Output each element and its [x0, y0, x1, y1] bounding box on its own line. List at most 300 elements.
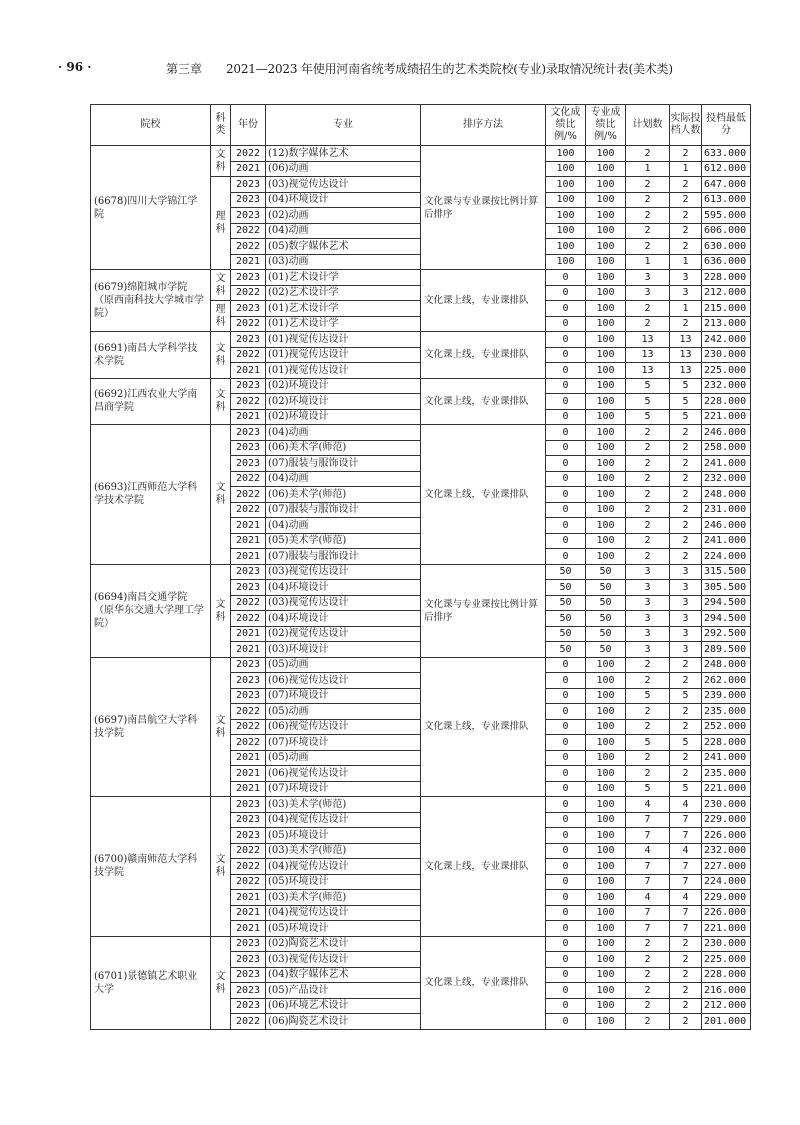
- culture-ratio-cell: 0: [546, 936, 586, 952]
- prof-ratio-cell: 100: [586, 409, 626, 425]
- major-cell: (07)环境设计: [266, 735, 421, 751]
- prof-ratio-cell: 100: [586, 704, 626, 720]
- min-score-cell: 647.000: [702, 177, 751, 193]
- year-cell: 2022: [231, 223, 266, 239]
- prof-ratio-cell: 100: [586, 843, 626, 859]
- admitted-count-cell: 2: [670, 936, 702, 952]
- admitted-count-cell: 1: [670, 161, 702, 177]
- admitted-count-cell: 3: [670, 564, 702, 580]
- culture-ratio-cell: 0: [546, 425, 586, 441]
- culture-ratio-cell: 100: [546, 239, 586, 255]
- header-school: 院校: [91, 105, 211, 146]
- culture-ratio-cell: 50: [546, 642, 586, 658]
- culture-ratio-cell: 0: [546, 673, 586, 689]
- plan-count-cell: 2: [626, 936, 670, 952]
- admitted-count-cell: 2: [670, 549, 702, 565]
- major-cell: (02)动画: [266, 208, 421, 224]
- min-score-cell: 224.000: [702, 549, 751, 565]
- plan-count-cell: 2: [626, 704, 670, 720]
- major-cell: (06)美术学(师范): [266, 487, 421, 503]
- prof-ratio-cell: 100: [586, 378, 626, 394]
- min-score-cell: 241.000: [702, 750, 751, 766]
- year-cell: 2023: [231, 177, 266, 193]
- admitted-count-cell: 7: [670, 828, 702, 844]
- year-cell: 2021: [231, 363, 266, 379]
- min-score-cell: 315.500: [702, 564, 751, 580]
- min-score-cell: 228.000: [702, 967, 751, 983]
- plan-count-cell: 2: [626, 425, 670, 441]
- admitted-count-cell: 4: [670, 797, 702, 813]
- year-cell: 2023: [231, 936, 266, 952]
- year-cell: 2022: [231, 394, 266, 410]
- year-cell: 2023: [231, 378, 266, 394]
- ranking-method: 文化课上线，专业课排队: [421, 797, 546, 937]
- plan-count-cell: 4: [626, 843, 670, 859]
- plan-count-cell: 3: [626, 611, 670, 627]
- ranking-method: 文化课上线，专业课排队: [421, 425, 546, 565]
- plan-count-cell: 7: [626, 905, 670, 921]
- major-cell: (04)环境设计: [266, 611, 421, 627]
- major-cell: (07)服装与服饰设计: [266, 549, 421, 565]
- min-score-cell: 241.000: [702, 533, 751, 549]
- admitted-count-cell: 2: [670, 146, 702, 162]
- prof-ratio-cell: 50: [586, 580, 626, 596]
- year-cell: 2022: [231, 502, 266, 518]
- admitted-count-cell: 5: [670, 409, 702, 425]
- prof-ratio-cell: 50: [586, 595, 626, 611]
- min-score-cell: 231.000: [702, 502, 751, 518]
- prof-ratio-cell: 100: [586, 254, 626, 270]
- culture-ratio-cell: 0: [546, 347, 586, 363]
- admitted-count-cell: 3: [670, 595, 702, 611]
- table-header-row: [91, 105, 751, 146]
- min-score-cell: 262.000: [702, 673, 751, 689]
- prof-ratio-cell: 100: [586, 967, 626, 983]
- culture-ratio-cell: 100: [546, 192, 586, 208]
- major-cell: (06)视觉传达设计: [266, 719, 421, 735]
- min-score-cell: 228.000: [702, 394, 751, 410]
- major-cell: (05)动画: [266, 657, 421, 673]
- admitted-count-cell: 2: [670, 518, 702, 534]
- prof-ratio-cell: 100: [586, 936, 626, 952]
- year-cell: 2022: [231, 347, 266, 363]
- min-score-cell: 212.000: [702, 998, 751, 1014]
- plan-count-cell: 5: [626, 781, 670, 797]
- ranking-method: 文化课上线，专业课排队: [421, 270, 546, 332]
- admitted-count-cell: 3: [670, 285, 702, 301]
- year-cell: 2021: [231, 254, 266, 270]
- year-cell: 2022: [231, 595, 266, 611]
- culture-ratio-cell: 100: [546, 177, 586, 193]
- subject-category: 文科: [211, 657, 231, 797]
- year-cell: 2023: [231, 270, 266, 286]
- year-cell: 2022: [231, 704, 266, 720]
- year-cell: 2022: [231, 285, 266, 301]
- culture-ratio-cell: 0: [546, 967, 586, 983]
- admitted-count-cell: 3: [670, 580, 702, 596]
- admitted-count-cell: 2: [670, 177, 702, 193]
- admitted-count-cell: 2: [670, 983, 702, 999]
- admitted-count-cell: 2: [670, 208, 702, 224]
- header-major: 专业: [266, 105, 421, 146]
- major-cell: (05)环境设计: [266, 828, 421, 844]
- admitted-count-cell: 2: [670, 704, 702, 720]
- plan-count-cell: 5: [626, 378, 670, 394]
- prof-ratio-cell: 100: [586, 425, 626, 441]
- admitted-count-cell: 2: [670, 425, 702, 441]
- year-cell: 2023: [231, 456, 266, 472]
- major-cell: (04)视觉传达设计: [266, 812, 421, 828]
- plan-count-cell: 2: [626, 533, 670, 549]
- culture-ratio-cell: 0: [546, 502, 586, 518]
- culture-ratio-cell: 50: [546, 626, 586, 642]
- year-cell: 2023: [231, 688, 266, 704]
- prof-ratio-cell: 100: [586, 828, 626, 844]
- major-cell: (05)数字媒体艺术: [266, 239, 421, 255]
- subject-category: 文科: [211, 146, 231, 177]
- subject-category: 文科: [211, 378, 231, 425]
- major-cell: (05)动画: [266, 704, 421, 720]
- table-row: [91, 378, 751, 394]
- prof-ratio-cell: 100: [586, 549, 626, 565]
- major-cell: (04)环境设计: [266, 580, 421, 596]
- prof-ratio-cell: 100: [586, 890, 626, 906]
- admitted-count-cell: 2: [670, 223, 702, 239]
- year-cell: 2022: [231, 874, 266, 890]
- plan-count-cell: 5: [626, 409, 670, 425]
- admitted-count-cell: 2: [670, 456, 702, 472]
- prof-ratio-cell: 50: [586, 626, 626, 642]
- min-score-cell: 606.000: [702, 223, 751, 239]
- culture-ratio-cell: 0: [546, 750, 586, 766]
- school-name: (6692)江西农业大学南昌商学院: [91, 378, 211, 425]
- major-cell: (01)视觉传达设计: [266, 332, 421, 348]
- year-cell: 2021: [231, 161, 266, 177]
- culture-ratio-cell: 0: [546, 471, 586, 487]
- min-score-cell: 212.000: [702, 285, 751, 301]
- header-subject: 科类: [211, 105, 231, 146]
- plan-count-cell: 3: [626, 270, 670, 286]
- plan-count-cell: 1: [626, 254, 670, 270]
- culture-ratio-cell: 0: [546, 285, 586, 301]
- year-cell: 2023: [231, 192, 266, 208]
- culture-ratio-cell: 0: [546, 688, 586, 704]
- culture-ratio-cell: 0: [546, 983, 586, 999]
- culture-ratio-cell: 50: [546, 580, 586, 596]
- year-cell: 2022: [231, 859, 266, 875]
- major-cell: (06)视觉传达设计: [266, 673, 421, 689]
- min-score-cell: 595.000: [702, 208, 751, 224]
- plan-count-cell: 2: [626, 967, 670, 983]
- culture-ratio-cell: 0: [546, 735, 586, 751]
- admitted-count-cell: 2: [670, 719, 702, 735]
- admitted-count-cell: 13: [670, 332, 702, 348]
- ranking-method: 文化课上线，专业课排队: [421, 936, 546, 1029]
- major-cell: (03)视觉传达设计: [266, 952, 421, 968]
- subject-category: 理科: [211, 301, 231, 332]
- admitted-count-cell: 2: [670, 316, 702, 332]
- year-cell: 2021: [231, 750, 266, 766]
- admitted-count-cell: 7: [670, 859, 702, 875]
- admitted-count-cell: 3: [670, 626, 702, 642]
- plan-count-cell: 3: [626, 580, 670, 596]
- year-cell: 2021: [231, 518, 266, 534]
- prof-ratio-cell: 100: [586, 161, 626, 177]
- prof-ratio-cell: 100: [586, 285, 626, 301]
- admitted-count-cell: 2: [670, 750, 702, 766]
- plan-count-cell: 13: [626, 347, 670, 363]
- year-cell: 2022: [231, 471, 266, 487]
- plan-count-cell: 2: [626, 673, 670, 689]
- admitted-count-cell: 3: [670, 270, 702, 286]
- culture-ratio-cell: 0: [546, 952, 586, 968]
- prof-ratio-cell: 100: [586, 301, 626, 317]
- page-title: 2021—2023 年使用河南省统考成绩招生的艺术类院校(专业)录取情况统计表(美术类): [226, 62, 673, 76]
- subject-category: 文科: [211, 332, 231, 379]
- admitted-count-cell: 5: [670, 735, 702, 751]
- major-cell: (07)服装与服饰设计: [266, 502, 421, 518]
- year-cell: 2022: [231, 611, 266, 627]
- admitted-count-cell: 1: [670, 254, 702, 270]
- culture-ratio-cell: 100: [546, 146, 586, 162]
- ranking-method: 文化课与专业课按比例计算后排序: [421, 564, 546, 657]
- plan-count-cell: 1: [626, 161, 670, 177]
- header-min-score: 投档最低分: [702, 105, 751, 146]
- min-score-cell: 228.000: [702, 735, 751, 751]
- admitted-count-cell: 2: [670, 533, 702, 549]
- culture-ratio-cell: 0: [546, 440, 586, 456]
- min-score-cell: 227.000: [702, 859, 751, 875]
- prof-ratio-cell: 50: [586, 564, 626, 580]
- plan-count-cell: 7: [626, 921, 670, 937]
- admitted-count-cell: 13: [670, 347, 702, 363]
- plan-count-cell: 13: [626, 332, 670, 348]
- chapter-label: 第三章: [166, 62, 203, 76]
- plan-count-cell: 3: [626, 285, 670, 301]
- admitted-count-cell: 5: [670, 688, 702, 704]
- year-cell: 2022: [231, 239, 266, 255]
- major-cell: (06)环境艺术设计: [266, 998, 421, 1014]
- prof-ratio-cell: 100: [586, 905, 626, 921]
- min-score-cell: 630.000: [702, 239, 751, 255]
- plan-count-cell: 3: [626, 642, 670, 658]
- major-cell: (03)美术学(师范): [266, 890, 421, 906]
- plan-count-cell: 2: [626, 952, 670, 968]
- admitted-count-cell: 1: [670, 301, 702, 317]
- plan-count-cell: 2: [626, 518, 670, 534]
- min-score-cell: 252.000: [702, 719, 751, 735]
- plan-count-cell: 2: [626, 719, 670, 735]
- culture-ratio-cell: 0: [546, 921, 586, 937]
- culture-ratio-cell: 50: [546, 595, 586, 611]
- table-row: [91, 332, 751, 348]
- min-score-cell: 258.000: [702, 440, 751, 456]
- plan-count-cell: 4: [626, 797, 670, 813]
- culture-ratio-cell: 0: [546, 843, 586, 859]
- major-cell: (04)动画: [266, 425, 421, 441]
- subject-category: 文科: [211, 797, 231, 937]
- table-row: [91, 270, 751, 286]
- culture-ratio-cell: 0: [546, 363, 586, 379]
- plan-count-cell: 2: [626, 456, 670, 472]
- plan-count-cell: 2: [626, 750, 670, 766]
- culture-ratio-cell: 0: [546, 378, 586, 394]
- plan-count-cell: 7: [626, 859, 670, 875]
- culture-ratio-cell: 0: [546, 704, 586, 720]
- plan-count-cell: 4: [626, 890, 670, 906]
- year-cell: 2021: [231, 890, 266, 906]
- major-cell: (06)视觉传达设计: [266, 766, 421, 782]
- prof-ratio-cell: 100: [586, 952, 626, 968]
- year-cell: 2022: [231, 1014, 266, 1030]
- major-cell: (01)艺术设计学: [266, 301, 421, 317]
- year-cell: 2023: [231, 564, 266, 580]
- ranking-method: 文化课上线，专业课排队: [421, 657, 546, 797]
- prof-ratio-cell: 100: [586, 673, 626, 689]
- major-cell: (02)陶瓷艺术设计: [266, 936, 421, 952]
- min-score-cell: 235.000: [702, 766, 751, 782]
- culture-ratio-cell: 0: [546, 781, 586, 797]
- major-cell: (04)视觉传达设计: [266, 905, 421, 921]
- table-row: [91, 657, 751, 673]
- plan-count-cell: 7: [626, 812, 670, 828]
- prof-ratio-cell: 100: [586, 456, 626, 472]
- min-score-cell: 221.000: [702, 921, 751, 937]
- prof-ratio-cell: 100: [586, 921, 626, 937]
- min-score-cell: 292.500: [702, 626, 751, 642]
- year-cell: 2023: [231, 998, 266, 1014]
- major-cell: (06)美术学(师范): [266, 440, 421, 456]
- prof-ratio-cell: 50: [586, 611, 626, 627]
- subject-category: 理科: [211, 177, 231, 270]
- year-cell: 2021: [231, 766, 266, 782]
- subject-category: 文科: [211, 425, 231, 565]
- major-cell: (04)动画: [266, 223, 421, 239]
- plan-count-cell: 2: [626, 471, 670, 487]
- year-cell: 2022: [231, 843, 266, 859]
- major-cell: (05)美术学(师范): [266, 533, 421, 549]
- year-cell: 2021: [231, 533, 266, 549]
- min-score-cell: 294.500: [702, 611, 751, 627]
- year-cell: 2023: [231, 797, 266, 813]
- year-cell: 2022: [231, 487, 266, 503]
- prof-ratio-cell: 100: [586, 797, 626, 813]
- culture-ratio-cell: 0: [546, 549, 586, 565]
- prof-ratio-cell: 100: [586, 502, 626, 518]
- year-cell: 2021: [231, 905, 266, 921]
- prof-ratio-cell: 100: [586, 533, 626, 549]
- admitted-count-cell: 3: [670, 642, 702, 658]
- year-cell: 2022: [231, 146, 266, 162]
- major-cell: (03)视觉传达设计: [266, 595, 421, 611]
- school-name: (6693)江西师范大学科学技术学院: [91, 425, 211, 565]
- header-prof-ratio: 专业成绩比例/%: [586, 105, 626, 146]
- major-cell: (04)视觉传达设计: [266, 859, 421, 875]
- prof-ratio-cell: 100: [586, 998, 626, 1014]
- major-cell: (04)数字媒体艺术: [266, 967, 421, 983]
- plan-count-cell: 3: [626, 626, 670, 642]
- admitted-count-cell: 2: [670, 952, 702, 968]
- plan-count-cell: 2: [626, 208, 670, 224]
- year-cell: 2023: [231, 983, 266, 999]
- major-cell: (05)产品设计: [266, 983, 421, 999]
- year-cell: 2023: [231, 580, 266, 596]
- year-cell: 2021: [231, 781, 266, 797]
- ranking-method: 文化课上线，专业课排队: [421, 378, 546, 425]
- culture-ratio-cell: 0: [546, 316, 586, 332]
- prof-ratio-cell: 100: [586, 394, 626, 410]
- table-row: [91, 936, 751, 952]
- year-cell: 2023: [231, 812, 266, 828]
- header-year: 年份: [231, 105, 266, 146]
- plan-count-cell: 2: [626, 766, 670, 782]
- prof-ratio-cell: 100: [586, 316, 626, 332]
- min-score-cell: 612.000: [702, 161, 751, 177]
- year-cell: 2023: [231, 301, 266, 317]
- min-score-cell: 228.000: [702, 270, 751, 286]
- table-row: [91, 146, 751, 162]
- min-score-cell: 225.000: [702, 363, 751, 379]
- major-cell: (04)环境设计: [266, 192, 421, 208]
- prof-ratio-cell: 100: [586, 688, 626, 704]
- plan-count-cell: 2: [626, 1014, 670, 1030]
- major-cell: (01)视觉传达设计: [266, 347, 421, 363]
- min-score-cell: 305.500: [702, 580, 751, 596]
- admitted-count-cell: 5: [670, 781, 702, 797]
- major-cell: (07)环境设计: [266, 688, 421, 704]
- admitted-count-cell: 2: [670, 998, 702, 1014]
- prof-ratio-cell: 100: [586, 874, 626, 890]
- major-cell: (01)视觉传达设计: [266, 363, 421, 379]
- year-cell: 2022: [231, 719, 266, 735]
- min-score-cell: 246.000: [702, 425, 751, 441]
- header-ranking: 排序方法: [421, 105, 546, 146]
- year-cell: 2023: [231, 673, 266, 689]
- min-score-cell: 230.000: [702, 797, 751, 813]
- school-name: (6678)四川大学锦江学院: [91, 146, 211, 270]
- year-cell: 2021: [231, 642, 266, 658]
- major-cell: (05)动画: [266, 750, 421, 766]
- min-score-cell: 289.500: [702, 642, 751, 658]
- culture-ratio-cell: 0: [546, 905, 586, 921]
- culture-ratio-cell: 0: [546, 766, 586, 782]
- year-cell: 2023: [231, 657, 266, 673]
- plan-count-cell: 2: [626, 657, 670, 673]
- major-cell: (02)艺术设计学: [266, 285, 421, 301]
- culture-ratio-cell: 0: [546, 874, 586, 890]
- major-cell: (07)服装与服饰设计: [266, 456, 421, 472]
- header-admitted: 实际投档人数: [670, 105, 702, 146]
- culture-ratio-cell: 50: [546, 611, 586, 627]
- culture-ratio-cell: 0: [546, 270, 586, 286]
- major-cell: (01)艺术设计学: [266, 316, 421, 332]
- plan-count-cell: 2: [626, 502, 670, 518]
- plan-count-cell: 2: [626, 223, 670, 239]
- year-cell: 2023: [231, 440, 266, 456]
- major-cell: (01)艺术设计学: [266, 270, 421, 286]
- culture-ratio-cell: 0: [546, 394, 586, 410]
- header-culture-ratio: 文化成绩比例/%: [546, 105, 586, 146]
- page-number: · 96 ·: [58, 60, 92, 74]
- plan-count-cell: 2: [626, 998, 670, 1014]
- admitted-count-cell: 4: [670, 890, 702, 906]
- admitted-count-cell: 13: [670, 363, 702, 379]
- admitted-count-cell: 2: [670, 673, 702, 689]
- school-name: (6694)南昌交通学院（原华东交通大学理工学院）: [91, 564, 211, 657]
- admission-table: [90, 104, 751, 1030]
- admitted-count-cell: 5: [670, 394, 702, 410]
- major-cell: (02)环境设计: [266, 394, 421, 410]
